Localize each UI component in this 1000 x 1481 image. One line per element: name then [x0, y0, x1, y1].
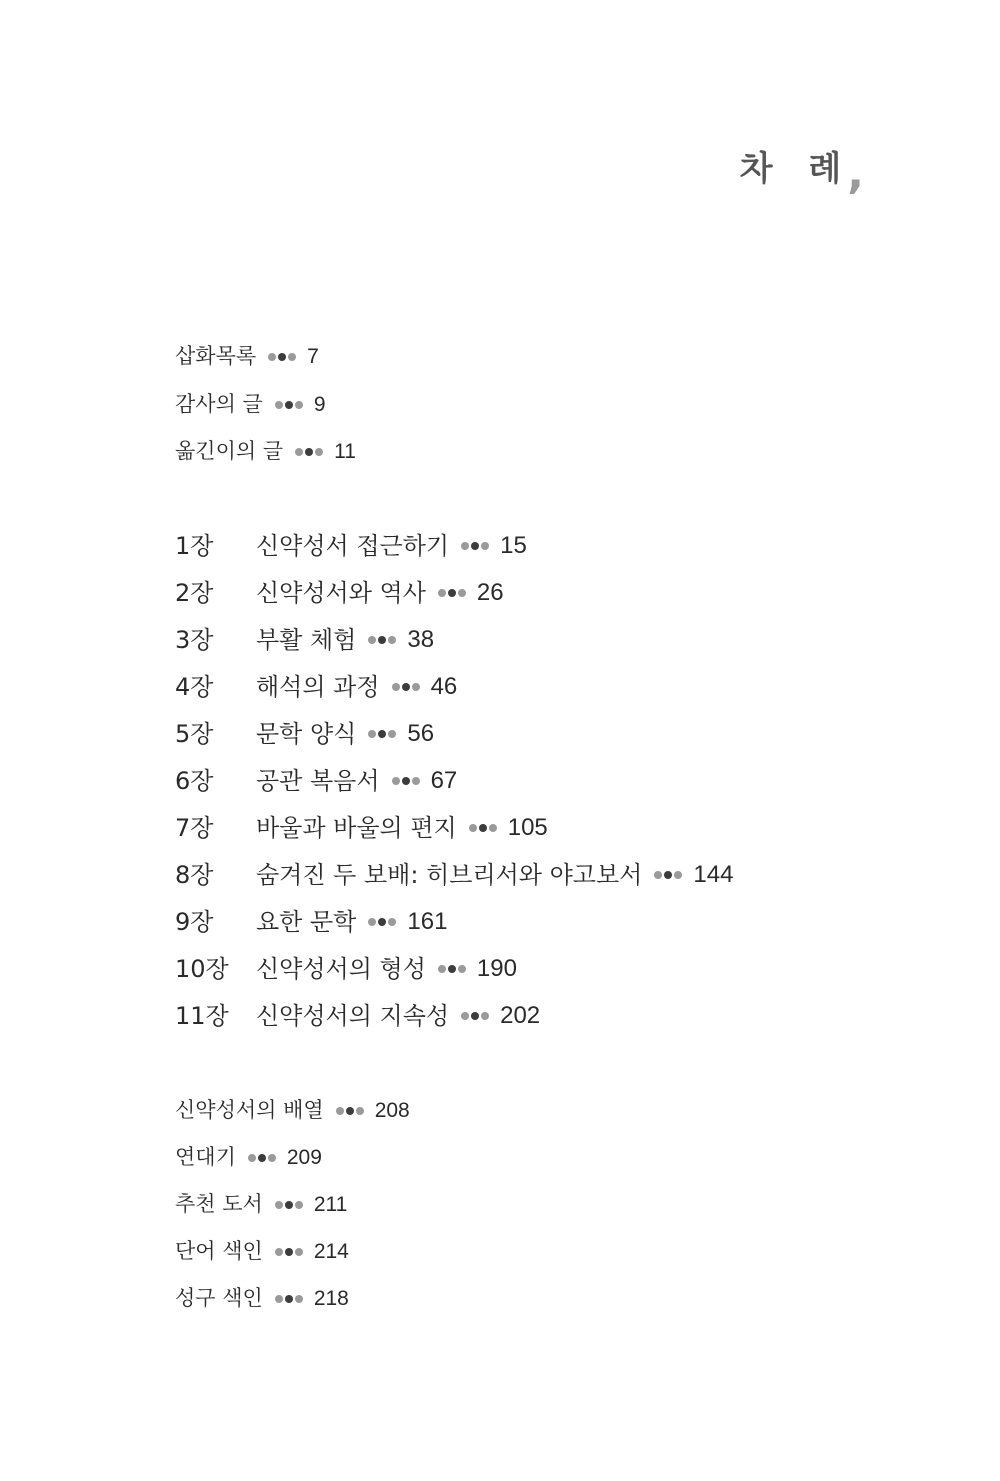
toc-entry-chapter [175, 675, 457, 699]
chapter-title: 신약성서와 역사 [256, 579, 426, 607]
toc-entry-chapter [175, 534, 527, 558]
leader-dots-icon [654, 871, 684, 879]
toc-entry-chapter [175, 769, 457, 793]
page-title: 차 례 [739, 149, 854, 189]
entry-page-number: 15 [500, 532, 527, 559]
entry-page-number: 26 [476, 579, 504, 606]
entry-label: 삽화목록 [175, 344, 257, 368]
entry-page-number: 67 [430, 767, 458, 794]
toc-entry-back [175, 1241, 349, 1262]
entry-page-number: 7 [307, 345, 319, 368]
entry-page-number: 46 [430, 673, 458, 700]
chapter-title: 요한 문학 [256, 908, 357, 936]
leader-dots-icon [368, 636, 398, 644]
entry-label: 연대기 [175, 1145, 236, 1169]
entry-page-number: 214 [313, 1240, 349, 1263]
toc-entry-back [175, 1147, 322, 1168]
entry-page-number: 208 [374, 1099, 410, 1122]
leader-dots-icon [438, 589, 468, 597]
toc-heading [739, 142, 864, 199]
chapter-number: 2장 [175, 579, 214, 607]
toc-entry-chapter [175, 628, 434, 652]
leader-dots-icon [461, 1012, 491, 1020]
entry-page-number: 9 [313, 393, 326, 416]
leader-dots-icon [275, 1201, 305, 1209]
entry-page-number: 105 [507, 814, 548, 841]
entry-label: 추천 도서 [175, 1192, 263, 1216]
entry-page-number: 211 [313, 1193, 348, 1216]
toc-entry-chapter [175, 957, 517, 981]
chapter-title: 신약성서의 지속성 [256, 1002, 450, 1030]
toc-entry-front [175, 346, 319, 367]
entry-page-number: 56 [407, 720, 435, 747]
chapter-title: 신약성서의 형성 [256, 955, 426, 983]
chapter-number: 4장 [175, 673, 214, 701]
toc-entry-front [175, 441, 356, 462]
entry-label: 성구 색인 [175, 1286, 263, 1310]
leader-dots-icon [368, 730, 398, 738]
leader-dots-icon [275, 1248, 305, 1256]
leader-dots-icon [469, 824, 499, 832]
chapter-title: 문학 양식 [256, 720, 357, 748]
entry-label: 옮긴이의 글 [175, 439, 284, 463]
toc-entry-chapter [175, 816, 548, 840]
title-comma-mark: , [847, 148, 864, 199]
leader-dots-icon [336, 1107, 366, 1115]
toc-entry-chapter [175, 581, 504, 605]
leader-dots-icon [295, 448, 325, 456]
chapter-title: 바울과 바울의 편지 [256, 814, 457, 842]
chapter-number: 10장 [175, 955, 229, 983]
entry-page-number: 202 [500, 1002, 541, 1029]
chapter-title: 해석의 과정 [256, 673, 380, 701]
chapter-number: 9장 [175, 908, 214, 936]
leader-dots-icon [368, 918, 398, 926]
toc-entry-back [175, 1100, 410, 1121]
entry-page-number: 190 [476, 955, 517, 982]
leader-dots-icon [275, 1295, 305, 1303]
entry-page-number: 38 [407, 626, 435, 653]
chapter-number: 8장 [175, 861, 214, 889]
entry-label: 단어 색인 [175, 1239, 263, 1263]
leader-dots-icon [461, 542, 491, 550]
entry-label: 감사의 글 [175, 392, 263, 416]
leader-dots-icon [438, 965, 468, 973]
toc-entry-chapter [175, 722, 434, 746]
chapter-number: 1장 [175, 532, 214, 560]
leader-dots-icon [268, 353, 298, 361]
chapter-title: 부활 체험 [256, 626, 357, 654]
leader-dots-icon [275, 401, 305, 409]
chapter-title: 신약성서 접근하기 [256, 532, 450, 560]
entry-page-number: 161 [407, 908, 448, 935]
toc-entry-chapter [175, 863, 733, 887]
chapter-number: 3장 [175, 626, 214, 654]
chapter-number: 5장 [175, 720, 214, 748]
chapter-title: 숨겨진 두 보배: 히브리서와 야고보서 [256, 861, 643, 889]
toc-entry-chapter [175, 910, 447, 934]
toc-entry-back [175, 1194, 347, 1215]
entry-page-number: 218 [313, 1287, 349, 1310]
entry-label: 신약성서의 배열 [175, 1098, 324, 1122]
entry-page-number: 209 [286, 1146, 322, 1169]
toc-entry-front [175, 394, 326, 415]
chapter-number: 11장 [175, 1002, 229, 1030]
toc-entry-back [175, 1288, 349, 1309]
chapter-number: 6장 [175, 767, 214, 795]
leader-dots-icon [392, 777, 422, 785]
entry-page-number: 11 [334, 440, 356, 463]
toc-entry-chapter [175, 1004, 540, 1028]
leader-dots-icon [248, 1154, 278, 1162]
leader-dots-icon [392, 683, 422, 691]
entry-page-number: 144 [693, 861, 734, 888]
chapter-number: 7장 [175, 814, 214, 842]
chapter-title: 공관 복음서 [256, 767, 380, 795]
